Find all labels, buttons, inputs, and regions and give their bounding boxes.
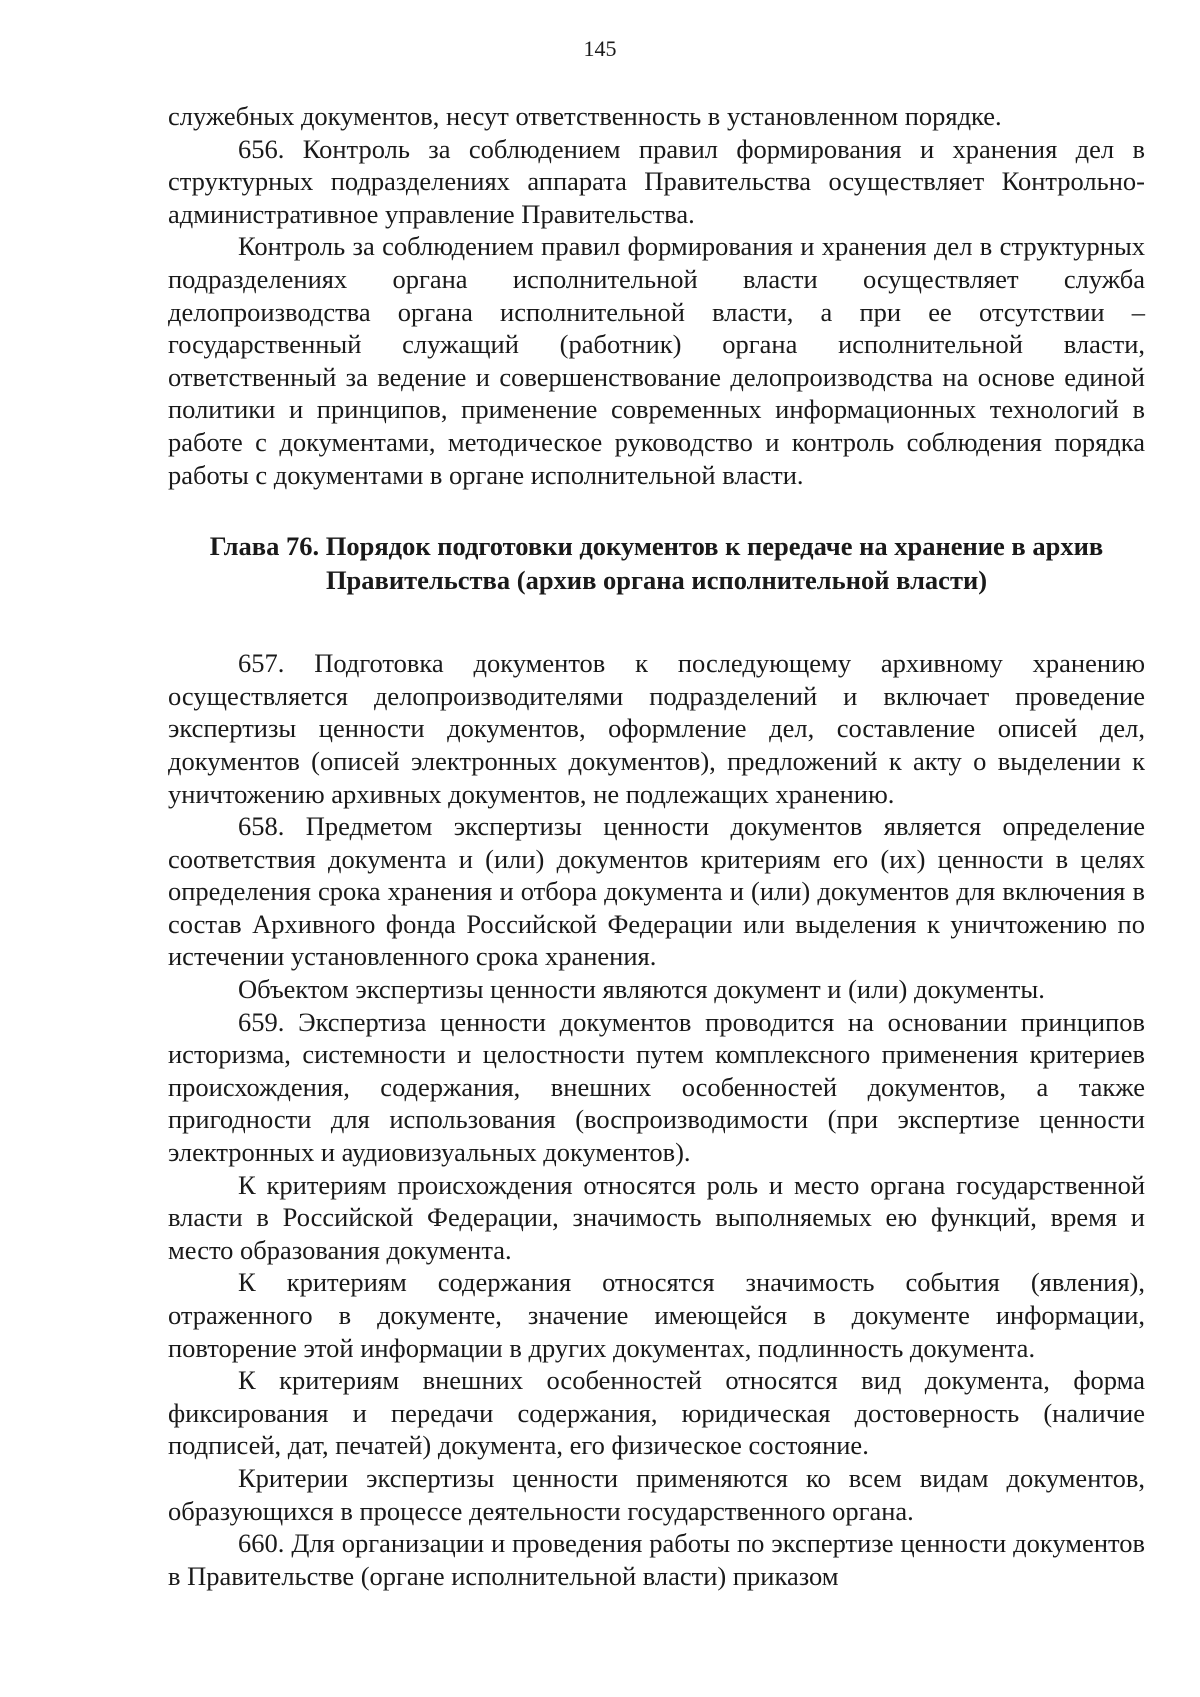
document-body (168, 100, 1145, 1592)
paragraph-continuation: служебных документов, несут ответственность в установленном порядке. (168, 101, 1002, 131)
paragraph-object: Объектом экспертизы ценности являются документ и (или) документы. (238, 974, 1045, 1005)
paragraph-657: 657. Подготовка документов к последующему архивному хранению осуществляется делопроизводителями подразделений и включает проведение экспертизы ценности документов, оформление дел, составление описей дел, документов (описей электронных документов), предложений к акту о выделении к уничтожению архивных документов, не подлежащих хранению. (168, 648, 1145, 809)
paragraph-656: 656. Контроль за соблюдением правил формирования и хранения дел в структурных подразделениях аппарата Правительства осуществляет Контрольно-административное управление Правительства. (168, 133, 1145, 229)
paragraph-660: 660. Для организации и проведения работы по экспертизе ценности документов в Правительстве (органе исполнительной власти) приказом (168, 1528, 1145, 1591)
paragraph-control: Контроль за соблюдением правил формирования и хранения дел в структурных подразделениях органа исполнительной власти осуществляет служба делопроизводства органа исполнительной власти, а при ее отсутствии – государственный служащий (работник) органа исполнительной власти, ответственный за ведение и совершенствование делопроизводства на основе единой политики и принципов, применение современных информационных технологий в работе с документами, методическое руководство и контроль соблюдения порядка работы с документами в органе исполнительной власти. (168, 231, 1145, 490)
page-number: 145 (583, 36, 617, 61)
paragraph-659: 659. Экспертиза ценности документов проводится на основании принципов историзма, системности и целостности путем комплексного применения критериев происхождения, содержания, внешних особенностей документов, а также пригодности для использования (воспроизводимости (при экспертизе ценности электронных и аудиовизуальных документов). (168, 1006, 1145, 1168)
paragraph-external-criteria: К критериям внешних особенностей относятся вид документа, форма фиксирования и передачи содержания, юридическая достоверность (наличие подписей, дат, печатей) документа, его физическое состояние. (168, 1365, 1145, 1461)
paragraph-criteria-application: Критерии экспертизы ценности применяются ко всем видам документов, образующихся в процессе деятельности государственного органа. (168, 1462, 1145, 1526)
paragraph-658: 658. Предметом экспертизы ценности документов является определение соответствия документа и (или) документов критериям его (их) ценности в целях определения срока хранения и отбора документа и (или) документов для включения в состав Архивного фонда Российской Федерации или выделения к уничтожению по истечении установленного срока хранения. (168, 811, 1145, 972)
chapter-title: Глава 76. Порядок подготовки документов к передаче на хранение в архив Правительства (архив органа исполнительной власти) (209, 531, 1104, 596)
paragraph-content-criteria: К критериям содержания относятся значимость события (явления), отраженного в документе, значение имеющейся в документе информации, повторение этой информации в других документах, подлинность документа. (168, 1267, 1145, 1363)
paragraph-origin-criteria: К критериям происхождения относятся роль и место органа государственной власти в Российской Федерации, значимость выполняемых ею функций, время и место образования документа. (168, 1169, 1145, 1265)
